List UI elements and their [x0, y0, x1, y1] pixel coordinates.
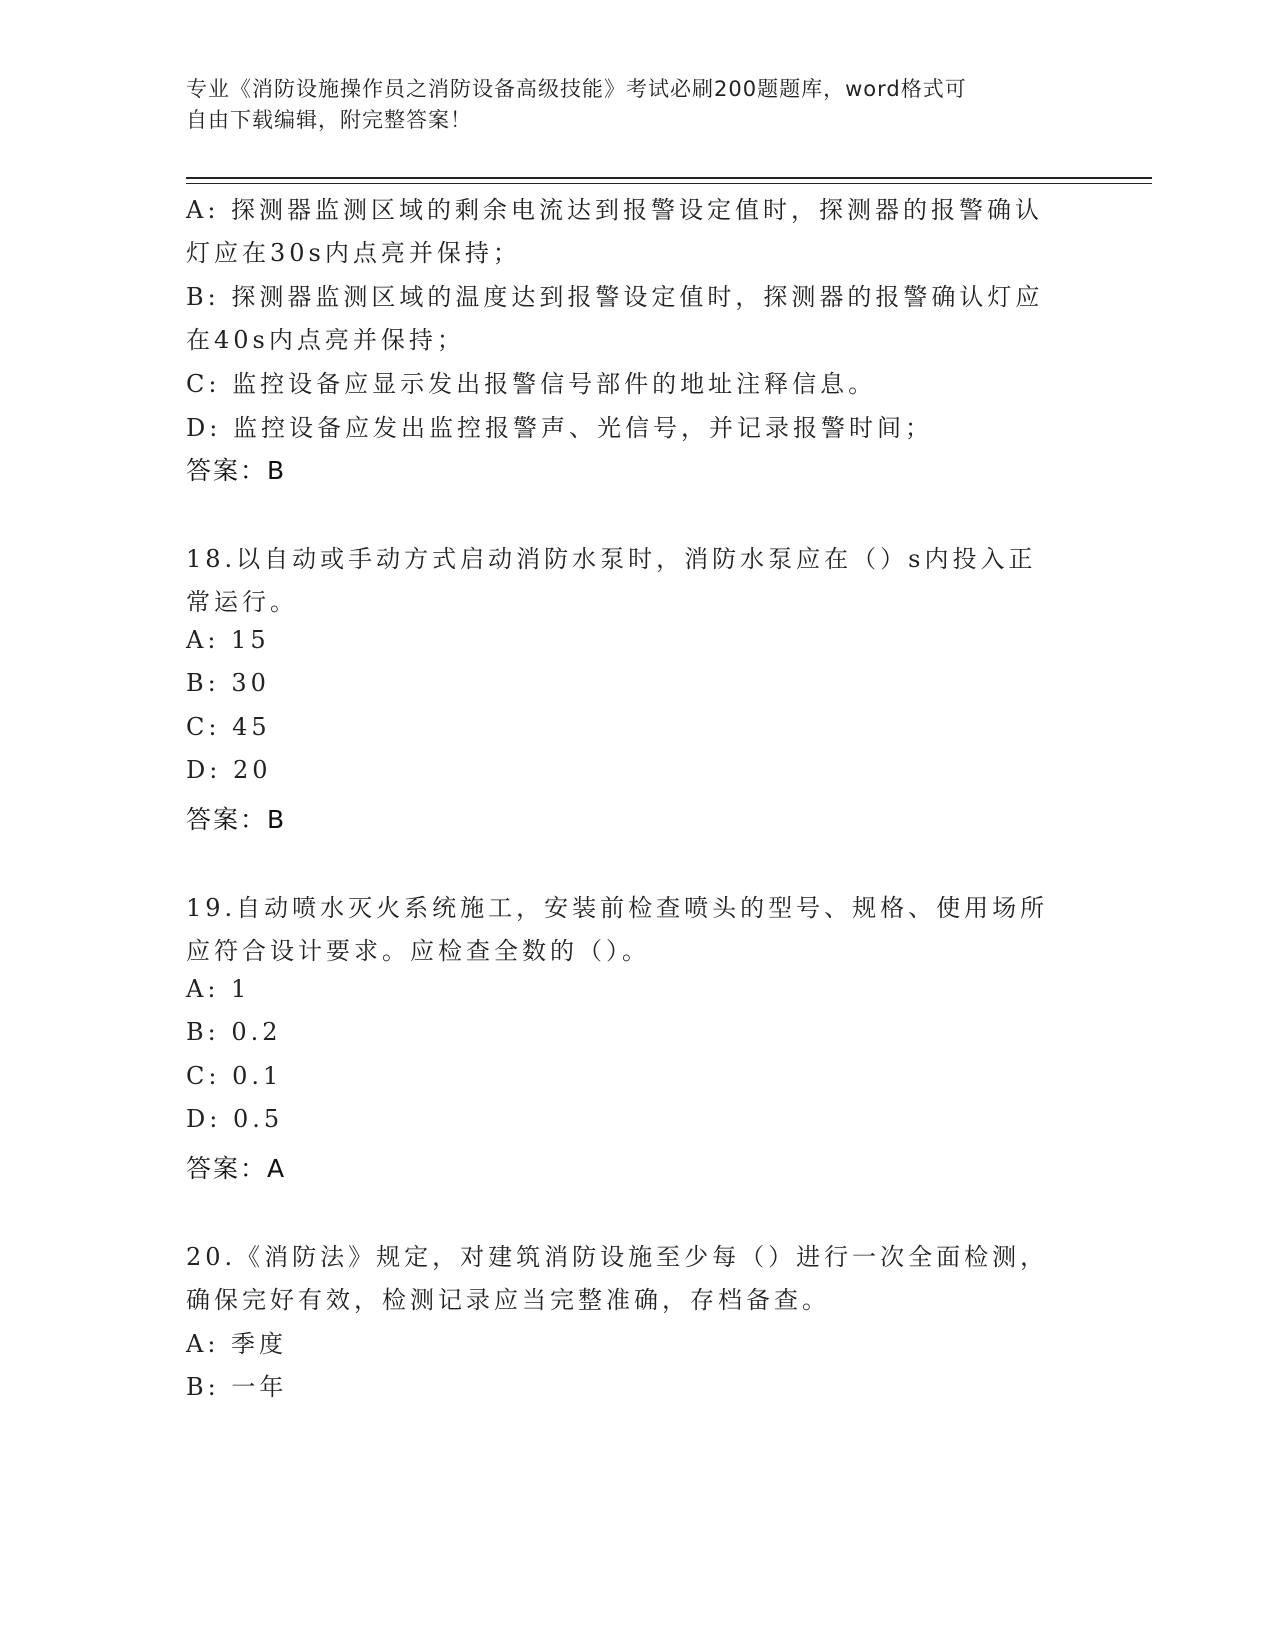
q17-option-a-line-1: A: 探测器监测区域的剩余电流达到报警设定值时，探测器的报警确认: [186, 196, 1044, 224]
q19-option-d: D: 0.5: [186, 1105, 284, 1133]
q18-answer: 答案：B: [186, 805, 287, 834]
q19-option-b: B: 0.2: [186, 1018, 282, 1046]
q18-stem-line-1: 18.以自动或手动方式启动消防水泵时，消防水泵应在（）s内投入正: [186, 545, 1037, 573]
q17-option-b-line-2: 在40s内点亮并保持；: [186, 326, 465, 354]
q19-option-a: A: 1: [186, 975, 251, 1003]
q18-stem-line-2: 常运行。: [186, 588, 298, 616]
q17-option-a-line-2: 灯应在30s内点亮并保持；: [186, 239, 521, 267]
q17-option-d: D: 监控设备应发出监控报警声、光信号，并记录报警时间；: [186, 414, 933, 442]
header-rule-thin: [186, 183, 1152, 184]
q18-option-b: B: 30: [186, 669, 270, 697]
q20-stem-line-1: 20.《消防法》规定，对建筑消防设施至少每（）进行一次全面检测，: [186, 1243, 1049, 1271]
q19-option-c: C: 0.1: [186, 1062, 283, 1090]
q17-option-b-line-1: B: 探测器监测区域的温度达到报警设定值时，探测器的报警确认灯应: [186, 283, 1044, 311]
q17-option-c: C: 监控设备应显示发出报警信号部件的地址注释信息。: [186, 370, 877, 398]
document-header: [186, 74, 1086, 136]
q19-stem-line-1: 19.自动喷水灭火系统施工，安装前检查喷头的型号、规格、使用场所: [186, 894, 1049, 922]
q18-option-a: A: 15: [186, 626, 270, 654]
header-line-2: 自由下载编辑，附完整答案！: [186, 108, 472, 132]
q17-answer: 答案：B: [186, 456, 287, 485]
q20-option-b: B: 一年: [186, 1373, 288, 1401]
q20-option-a: A: 季度: [186, 1330, 288, 1358]
header-line-1: 专业《消防设施操作员之消防设备高级技能》考试必刷200题题库，word格式可: [186, 77, 967, 101]
header-rule-thick: [186, 177, 1152, 179]
q20-stem-line-2: 确保完好有效，检测记录应当完整准确，存档备查。: [186, 1286, 830, 1314]
q19-answer: 答案：A: [186, 1154, 287, 1183]
q19-stem-line-2: 应符合设计要求。应检查全数的（）。: [186, 937, 650, 965]
q18-option-d: D: 20: [186, 756, 272, 784]
q18-option-c: C: 45: [186, 713, 271, 741]
